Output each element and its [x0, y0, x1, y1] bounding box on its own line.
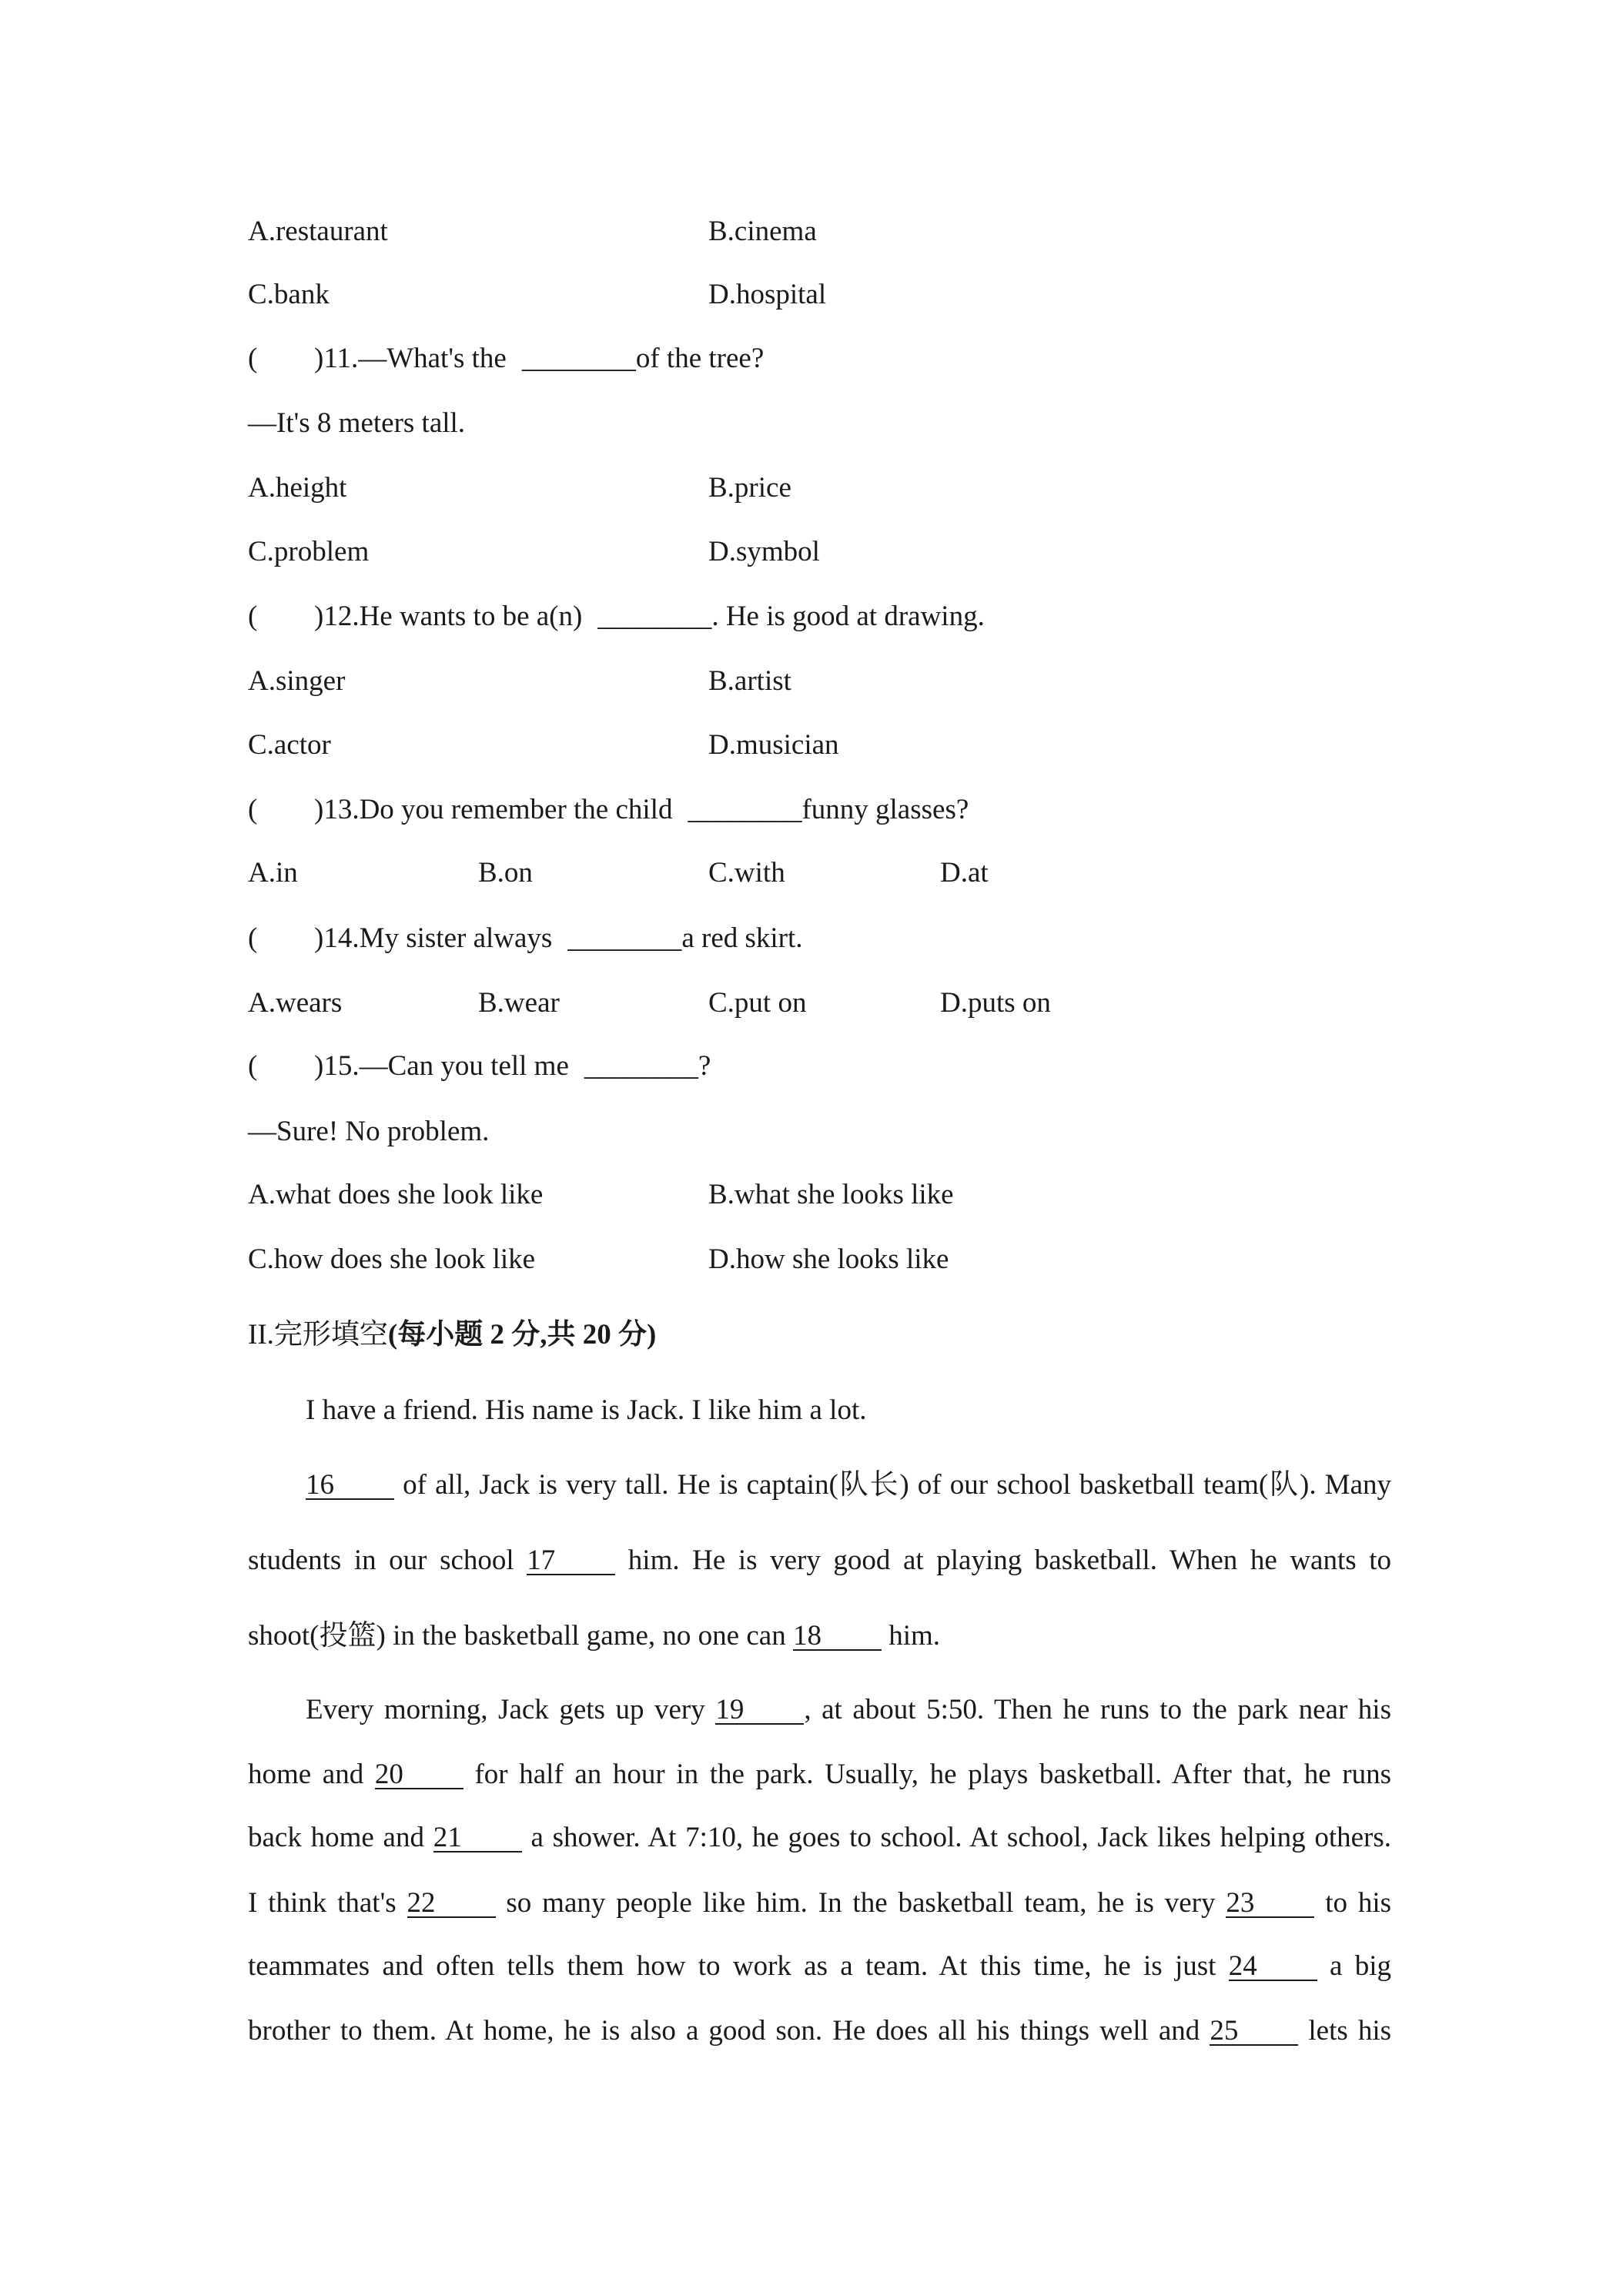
answer-paren: ( — [248, 922, 258, 954]
cloze-text: of all, Jack is very tall. He is captain(队长) of our school basketball team(队). Many — [403, 1469, 1392, 1501]
option-a: A.height — [248, 472, 347, 504]
option-b: B.artist — [708, 665, 791, 697]
question-text-tail: funny glasses? — [801, 794, 969, 825]
question-15-stem — [248, 1049, 1391, 1083]
section-title: II.完形填空 — [248, 1319, 388, 1350]
answer-blank: ________ — [521, 343, 636, 374]
cloze-intro: I have a friend. His name is Jack. I like him a lot. — [306, 1394, 867, 1426]
cloze-line — [248, 1758, 1391, 1792]
question-text-tail: ? — [698, 1050, 711, 1082]
cloze-text: lets his — [1308, 2015, 1392, 2047]
answer-paren: ( — [248, 794, 258, 825]
section-score-note: (每小题 2 分,共 20 分) — [387, 1319, 657, 1350]
options-row — [0, 856, 1623, 890]
options-row — [0, 278, 1623, 312]
question-11-stem — [248, 342, 1391, 376]
cloze-text: teammates and often tells them how to work as a team. At this time, he is just — [248, 1950, 1216, 1982]
cloze-blank-19: 19 — [715, 1697, 804, 1725]
cloze-blank-16: 16 — [306, 1472, 394, 1500]
cloze-text: shoot(投篮) in the basketball game, no one can — [248, 1620, 786, 1652]
option-c: C.how does she look like — [248, 1243, 536, 1275]
option-c: C.actor — [248, 729, 331, 761]
cloze-blank-22: 22 — [407, 1890, 496, 1918]
option-b: B.what she looks like — [708, 1179, 954, 1210]
answer-blank: ________ — [597, 601, 712, 632]
option-a: A.restaurant — [248, 216, 388, 247]
cloze-line — [306, 1693, 1391, 1727]
cloze-text: so many people like him. In the basketball team, he is very — [506, 1887, 1216, 1919]
options-row — [0, 1178, 1623, 1212]
option-d: D.puts on — [940, 987, 1051, 1019]
option-c: C.put on — [708, 987, 807, 1019]
question-text: )14.My sister always — [314, 922, 553, 954]
option-d: D.musician — [708, 729, 839, 761]
cloze-blank-18: 18 — [793, 1623, 882, 1651]
cloze-text: to his — [1325, 1887, 1392, 1919]
cloze-text: back home and — [248, 1822, 424, 1853]
option-c: C.with — [708, 857, 785, 889]
answer-paren: ( — [248, 601, 258, 632]
cloze-line — [306, 1468, 1391, 1502]
options-row — [0, 471, 1623, 505]
question-text: )13.Do you remember the child — [314, 794, 673, 825]
cloze-line — [248, 1821, 1391, 1855]
question-12-stem — [248, 600, 1391, 634]
option-c: C.bank — [248, 279, 330, 310]
question-text-tail: of the tree? — [635, 343, 765, 374]
answer-paren: ( — [248, 1050, 258, 1082]
option-b: B.price — [708, 472, 791, 504]
options-row — [0, 215, 1623, 249]
option-a: A.wears — [248, 987, 343, 1019]
question-15-reply: —Sure! No problem. — [248, 1116, 490, 1147]
question-text: )15.—Can you tell me — [314, 1050, 569, 1082]
question-text: )11.—What's the — [314, 343, 507, 374]
question-text-tail: a red skirt. — [681, 922, 803, 954]
answer-blank: ________ — [688, 794, 802, 825]
cloze-text: for half an hour in the park. Usually, he plays basketball. After that, he runs — [474, 1759, 1391, 1790]
option-a: A.what does she look like — [248, 1179, 544, 1210]
cloze-text: brother to them. At home, he is also a good son. He does all his things well and — [248, 2015, 1200, 2047]
cloze-blank-25: 25 — [1210, 2018, 1298, 2046]
option-a: A.in — [248, 857, 298, 889]
cloze-text: him. He is very good at playing basketball. When he wants to — [627, 1545, 1391, 1576]
question-text: )12.He wants to be a(n) — [314, 601, 583, 632]
options-row — [0, 664, 1623, 698]
cloze-blank-23: 23 — [1226, 1890, 1314, 1918]
cloze-blank-24: 24 — [1229, 1953, 1317, 1981]
option-d: D.at — [940, 857, 989, 889]
cloze-blank-21: 21 — [433, 1825, 522, 1853]
option-b: B.on — [478, 857, 533, 889]
cloze-text: students in our school — [248, 1545, 514, 1576]
cloze-line — [248, 1950, 1391, 1983]
option-b: B.wear — [478, 987, 560, 1019]
cloze-text: , at about 5:50. Then he runs to the park near his — [804, 1694, 1391, 1725]
options-row — [0, 1243, 1623, 1277]
cloze-line — [248, 1619, 1391, 1653]
cloze-line — [248, 1544, 1391, 1578]
cloze-line — [248, 1886, 1391, 1920]
cloze-text: Every morning, Jack gets up very — [306, 1694, 705, 1725]
option-d: D.how she looks like — [708, 1243, 949, 1275]
option-a: A.singer — [248, 665, 346, 697]
options-row — [0, 535, 1623, 569]
question-13-stem — [248, 793, 1391, 827]
cloze-blank-17: 17 — [527, 1548, 615, 1575]
option-d: D.symbol — [708, 536, 820, 567]
option-b: B.cinema — [708, 216, 817, 247]
cloze-blank-20: 20 — [375, 1762, 463, 1789]
question-text-tail: . He is good at drawing. — [711, 601, 985, 632]
option-c: C.problem — [248, 536, 370, 567]
answer-paren: ( — [248, 343, 258, 374]
question-11-reply: —It's 8 meters tall. — [248, 407, 466, 439]
cloze-text: a big — [1330, 1950, 1392, 1982]
option-d: D.hospital — [708, 279, 827, 310]
cloze-line — [248, 2014, 1391, 2048]
section-heading — [248, 1318, 1391, 1352]
options-row — [0, 728, 1623, 762]
cloze-text: him. — [888, 1620, 941, 1652]
cloze-text: I think that's — [248, 1887, 397, 1919]
answer-blank: ________ — [584, 1050, 698, 1082]
answer-blank: ________ — [567, 922, 682, 954]
cloze-text: home and — [248, 1759, 364, 1790]
question-14-stem — [248, 922, 1391, 956]
cloze-text: a shower. At 7:10, he goes to school. At school, Jack likes helping others. — [530, 1822, 1392, 1853]
options-row — [0, 986, 1623, 1020]
